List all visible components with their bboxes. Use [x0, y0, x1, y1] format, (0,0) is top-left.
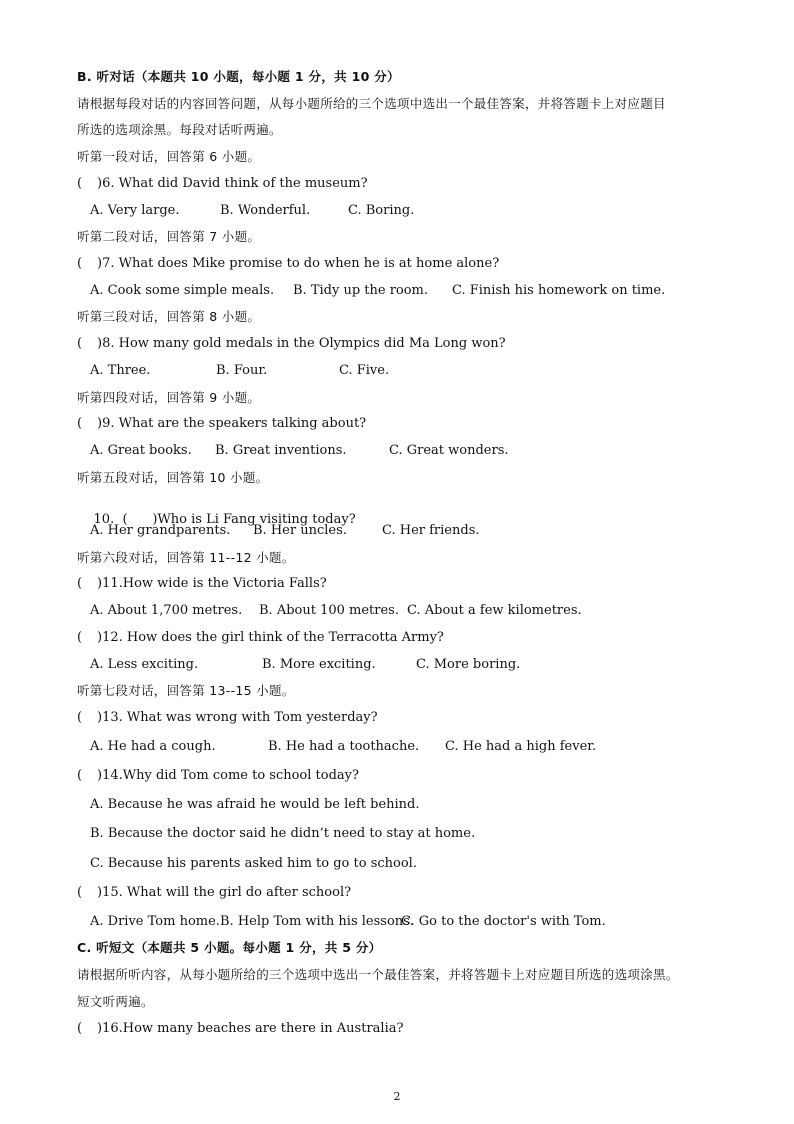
question-6 — [77, 176, 368, 192]
option-a: A. Cook some simple meals. — [90, 283, 275, 298]
option-b: B. Her uncles. — [253, 523, 347, 538]
answer-paren: ( — [77, 416, 83, 431]
option-c: C. About a few kilometres. — [407, 603, 582, 618]
option-c: C. Great wonders. — [389, 443, 509, 458]
section-b-instruction-1: 请根据每段对话的内容回答问题，从每小题所给的三个选项中选出一个最佳答案，并将答题卡上对应题目 — [77, 96, 666, 111]
dialog-7-instruction: 听第七段对话，回答第 13--15 小题。 — [77, 683, 295, 698]
option-a: A. Less exciting. — [90, 657, 199, 672]
question-15 — [77, 885, 351, 901]
question-text: )12. How does the girl think of the Terracotta Army? — [97, 630, 444, 645]
option-b: B. Wonderful. — [220, 203, 311, 218]
question-7 — [77, 256, 499, 272]
option-c: C. Five. — [339, 363, 390, 378]
question-text: )16.How many beaches are there in Australia? — [97, 1021, 404, 1036]
question-14-option-a: A. Because he was afraid he would be left behind. — [90, 797, 420, 812]
answer-paren: ( — [77, 576, 83, 591]
dialog-3-instruction: 听第三段对话，回答第 8 小题。 — [77, 309, 261, 324]
question-13 — [77, 710, 378, 726]
question-8 — [77, 336, 506, 352]
option-c: C. He had a high fever. — [445, 739, 597, 754]
dialog-1-instruction: 听第一段对话，回答第 6 小题。 — [77, 149, 261, 164]
option-a: A. Very large. — [90, 203, 180, 218]
question-11 — [77, 576, 327, 592]
question-text: )7. What does Mike promise to do when he is at home alone? — [97, 256, 500, 271]
question-text: )6. What did David think of the museum? — [97, 176, 368, 191]
section-c-instruction-2: 短文听两遍。 — [77, 994, 154, 1009]
option-b: B. More exciting. — [262, 657, 376, 672]
option-c: C. Go to the doctor's with Tom. — [401, 914, 606, 929]
page-number: 2 — [393, 1090, 401, 1103]
question-16 — [77, 1021, 403, 1037]
section-b-heading: B. 听对话（本题共 10 小题，每小题 1 分，共 10 分） — [77, 69, 400, 84]
option-b: B. Tidy up the room. — [293, 283, 429, 298]
option-b: B. About 100 metres. — [259, 603, 399, 618]
option-b: B. He had a toothache. — [268, 739, 420, 754]
question-14-option-c: C. Because his parents asked him to go to school. — [90, 856, 417, 871]
option-a: A. He had a cough. — [90, 739, 216, 754]
answer-paren: ( — [77, 336, 83, 351]
question-text: )14.Why did Tom come to school today? — [97, 768, 359, 783]
question-text: )9. What are the speakers talking about? — [97, 416, 367, 431]
answer-paren: ( — [77, 710, 83, 725]
section-c-heading: C. 听短文（本题共 5 小题。每小题 1 分，共 5 分） — [77, 940, 382, 955]
option-c: C. Finish his homework on time. — [452, 283, 666, 298]
option-a: A. Great books. — [90, 443, 192, 458]
question-text: )13. What was wrong with Tom yesterday? — [97, 710, 378, 725]
question-14 — [77, 768, 359, 784]
question-text: 10. ( )Who is Li Fang visiting today? — [93, 512, 356, 527]
dialog-2-instruction: 听第二段对话，回答第 7 小题。 — [77, 229, 261, 244]
option-b: B. Four. — [216, 363, 268, 378]
answer-paren: ( — [77, 176, 83, 191]
question-text: )8. How many gold medals in the Olympics did Ma Long won? — [97, 336, 506, 351]
dialog-6-instruction: 听第六段对话，回答第 11--12 小题。 — [77, 550, 295, 565]
answer-paren: ( — [77, 1021, 83, 1036]
option-b: B. Great inventions. — [215, 443, 347, 458]
option-c: C. Her friends. — [382, 523, 480, 538]
question-text: )15. What will the girl do after school? — [97, 885, 352, 900]
question-text: )11.How wide is the Victoria Falls? — [97, 576, 327, 591]
section-b-instruction-2: 所选的选项涂黑。每段对话听两遍。 — [77, 122, 282, 137]
option-a: A. About 1,700 metres. — [90, 603, 243, 618]
dialog-4-instruction: 听第四段对话，回答第 9 小题。 — [77, 390, 261, 405]
answer-paren: ( — [77, 630, 83, 645]
option-a: A. Drive Tom home. — [90, 914, 220, 929]
option-c: C. More boring. — [416, 657, 521, 672]
option-c: C. Boring. — [348, 203, 415, 218]
dialog-5-instruction: 听第五段对话，回答第 10 小题。 — [77, 470, 269, 485]
answer-paren: ( — [77, 885, 83, 900]
option-a: A. Three. — [90, 363, 151, 378]
question-14-option-b: B. Because the doctor said he didn’t need to stay at home. — [90, 826, 476, 841]
answer-paren: ( — [77, 768, 83, 783]
section-c-instruction-1: 请根据所听内容，从每小题所给的三个选项中选出一个最佳答案，并将答题卡上对应题目所选的选项涂黑。 — [77, 967, 679, 982]
question-12 — [77, 630, 444, 646]
question-9 — [77, 416, 366, 432]
option-a: A. Her grandparents. — [90, 523, 231, 538]
option-b: B. Help Tom with his lessons. — [220, 914, 414, 929]
answer-paren: ( — [77, 256, 83, 271]
